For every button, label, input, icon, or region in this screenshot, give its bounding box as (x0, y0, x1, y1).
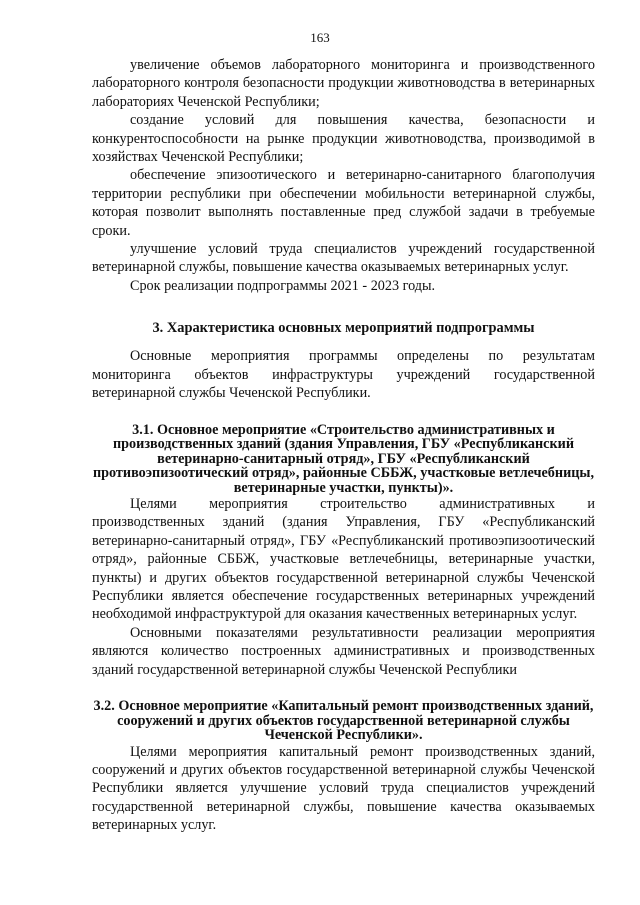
section-3-2-paragraph: Целями мероприятия капитальный ремонт производственных зданий, сооружений и других объектов государственной ветеринарной службы Чеченской Республики является улучшение условий труда специалистов учреждений государственной ветеринарной службы, повышение качества оказываемых ветеринарных услуг. (92, 743, 595, 834)
paragraph: обеспечение эпизоотического и ветеринарно-санитарного благополучия территории республики при обеспечении мобильности ветеринарной службы, которая позволит выполнять поставленные пред службой задачи в требуемые сроки. (92, 167, 595, 239)
page-content (92, 56, 595, 835)
paragraph: Срок реализации подпрограммы 2021 - 2023 годы. (130, 277, 436, 294)
section-3-1-paragraph: Целями мероприятия строительство административных и производственных зданий (здания Управления, ГБУ «Республиканский ветеринарно-санитарный отряд», ГБУ «Республиканский противоэпизоотический отряд», районные СББЖ, участковые ветлечебницы, ветеринарные участки, пункты) и других объектов государственной ветеринарной службы Чеченской Республики является обеспечение государственных ветеринарных учреждений необходимой инфраструктурой для оказания качественных ветеринарных услуг. (92, 496, 595, 623)
paragraph: создание условий для повышения качества, безопасности и конкурентоспособности на рынке продукции животноводства, производимой в хозяйствах Чеченской Республики; (92, 112, 595, 166)
section-3-2-heading: 3.2. Основное мероприятие «Капитальный ремонт производственных зданий, сооружений и других объектов государственной ветеринарной службы Чеченской Республики». (93, 698, 594, 744)
paragraph: увеличение объемов лабораторного мониторинга и производственного лабораторного контроля безопасности продукции животноводства в ветеринарных лабораториях Чеченской Республики; (92, 57, 595, 110)
section-3-1-heading: 3.1. Основное мероприятие «Строительство административных и производственных зданий (здания Управления, ГБУ «Республиканский ветеринарно-санитарный отряд», ГБУ «Республиканский противоэпизоотический отряд», районные СББЖ, участковые ветлечебницы, ветеринарные участки, пункты)». (92, 421, 595, 496)
section-3-paragraph: Основные мероприятия программы определены по результатам мониторинга объектов инфраструктуры учреждений государственной ветеринарной службы Чеченской Республики. (92, 348, 595, 402)
page-number: 163 (310, 30, 330, 45)
section-3-heading: 3. Характеристика основных мероприятий подпрограммы (152, 320, 535, 337)
paragraph: улучшение условий труда специалистов учреждений государственной ветеринарной службы, повышение качества оказываемых ветеринарных услуг. (92, 241, 595, 276)
section-3-1-paragraph: Основными показателями результативности реализации мероприятия являются количество построенных административных и производственных зданий государственной ветеринарной службы Чеченской Республики (92, 624, 595, 678)
